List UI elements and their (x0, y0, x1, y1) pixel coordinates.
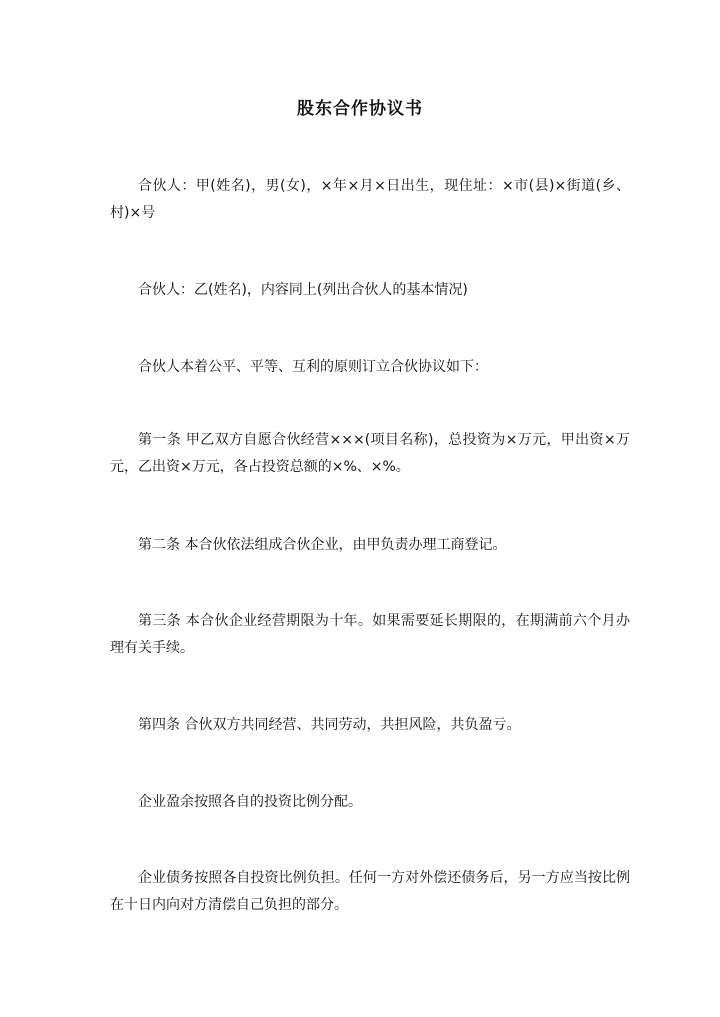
paragraph-article-2: 第二条 本合伙依法组成合伙企业，由甲负责办理工商登记。 (138, 537, 507, 553)
document-title: 股东合作协议书 (297, 99, 423, 119)
paragraph-debt-allocation: 企业债务按照各自投资比例负担。任何一方对外偿还债务后，另一方应当按比例在十日内向对方清偿自己负担的部分。 (110, 870, 630, 913)
paragraph-profit-distribution: 企业盈余按照各自的投资比例分配。 (138, 794, 362, 810)
paragraph-article-1: 第一条 甲乙双方自愿合伙经营×××(项目名称)，总投资为×万元，甲出资×万元，乙出资×万元，各占投资总额的×%、×%。 (110, 432, 630, 475)
paragraph-partner-a: 合伙人：甲(姓名)，男(女)，×年×月×日出生，现住址：×市(县)×街道(乡、村)×号 (110, 178, 630, 221)
paragraph-preamble: 合伙人本着公平、平等、互利的原则订立合伙协议如下： (138, 359, 488, 375)
paragraph-partner-b: 合伙人：乙(姓名)，内容同上(列出合伙人的基本情况) (138, 282, 468, 298)
paragraph-article-3: 第三条 本合伙企业经营期限为十年。如果需要延长期限的，在期满前六个月办理有关手续。 (110, 613, 630, 656)
paragraph-article-4: 第四条 合伙双方共同经营、共同劳动，共担风险，共负盈亏。 (138, 717, 521, 733)
